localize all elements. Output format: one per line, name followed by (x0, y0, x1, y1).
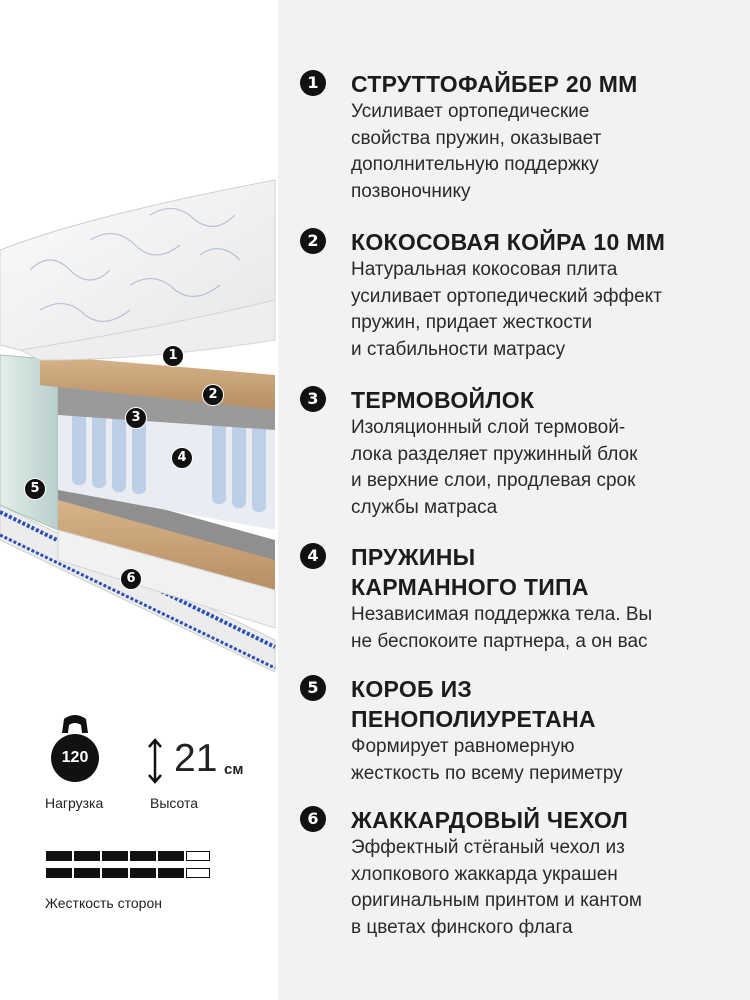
feature-item-3 (300, 385, 740, 521)
height-label: Высота (150, 795, 199, 811)
height-arrow-icon (146, 738, 164, 784)
feature-item-4 (300, 542, 740, 655)
feature-title: ТЕРМОВОЙЛОК (351, 387, 535, 413)
kettlebell-icon (50, 713, 100, 783)
mattress-cutaway-image (0, 170, 280, 690)
feature-description: Натуральная кокосовая плита усиливает ортопедический эффект пружин, придает жесткости и стабильности матрасу (351, 259, 662, 360)
layer-marker-5: 5 (24, 478, 46, 500)
feature-title: ПРУЖИНЫ КАРМАННОГО ТИПА (351, 544, 589, 600)
feature-item-2 (300, 227, 740, 363)
feature-number-badge: 2 (300, 228, 326, 254)
feature-description: Изоляционный слой термовой- лока разделяет пружинный блок и верхние слои, продлевая срок службы матраса (351, 417, 638, 518)
feature-title: КОКОСОВАЯ КОЙРА 10 ММ (351, 229, 666, 255)
feature-title: КОРОБ ИЗ ПЕНОПОЛИУРЕТАНА (351, 676, 596, 732)
height-value: 21 (174, 737, 218, 780)
load-value: 120 (61, 749, 89, 766)
feature-description: Эффектный стёганый чехол из хлопкового жаккарда украшен оригинальным принтом и кантом в цветах финского флага (351, 837, 642, 938)
layer-marker-2: 2 (202, 384, 224, 406)
feature-description: Независимая поддержка тела. Вы не беспокоите партнера, а он вас (351, 604, 653, 652)
height-unit: см (224, 761, 244, 778)
feature-description: Формирует равномерную жесткость по всему периметру (351, 736, 623, 784)
firmness-scale (46, 851, 211, 883)
feature-description: Усиливает ортопедические свойства пружин, оказывает дополнительную поддержку позвоночнику (351, 101, 602, 202)
layer-marker-3: 3 (125, 407, 147, 429)
feature-title: ЖАККАРДОВЫЙ ЧЕХОЛ (351, 807, 629, 833)
feature-item-6 (300, 805, 740, 941)
load-label: Нагрузка (45, 795, 104, 811)
firmness-label: Жесткость сторон (45, 895, 162, 911)
feature-number-badge: 6 (300, 806, 326, 832)
feature-item-1 (300, 69, 740, 205)
layer-marker-6: 6 (120, 568, 142, 590)
feature-number-badge: 5 (300, 675, 326, 701)
feature-item-5 (300, 674, 740, 787)
feature-number-badge: 3 (300, 386, 326, 412)
layer-marker-4: 4 (171, 447, 193, 469)
layer-marker-1: 1 (162, 345, 184, 367)
feature-number-badge: 1 (300, 70, 326, 96)
feature-number-badge: 4 (300, 543, 326, 569)
feature-title: СТРУТТОФАЙБЕР 20 ММ (351, 71, 638, 97)
